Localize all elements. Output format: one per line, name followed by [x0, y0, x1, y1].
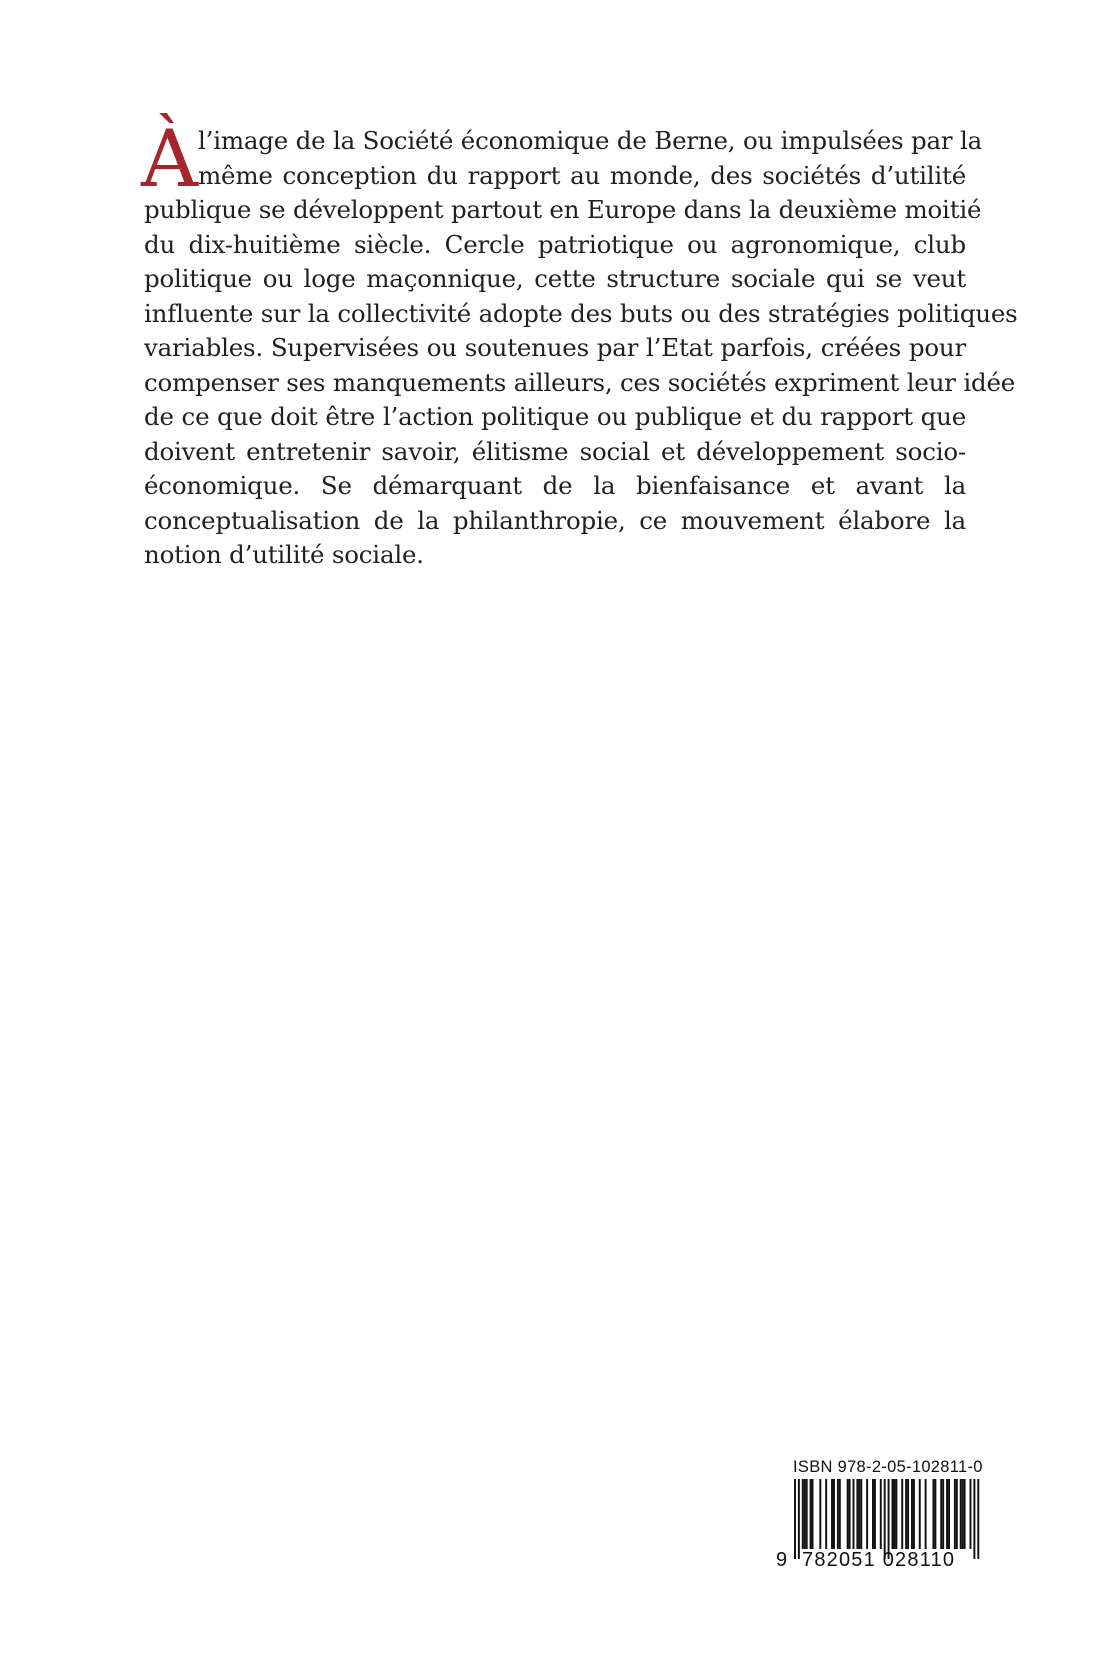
barcode-guard-bar [884, 1479, 886, 1559]
barcode-bar [932, 1479, 934, 1549]
barcode-bar [970, 1479, 972, 1549]
back-cover-blurb [141, 113, 1018, 573]
barcode-bar [919, 1479, 921, 1549]
blurb-line: variables. Supervisées ou soutenues par l’Etat parfois, créées pour [144, 333, 966, 362]
barcode-bar [954, 1479, 956, 1549]
barcode-guard-bar [798, 1479, 800, 1559]
barcode-bar [810, 1479, 812, 1549]
barcode-bar [806, 1479, 808, 1549]
blurb-line: économique. Se démarquant de la bienfaisance et avant la [144, 471, 966, 500]
blurb-line: du dix-huitième siècle. Cercle patriotique ou agronomique, club [144, 229, 966, 259]
barcode-bar [956, 1479, 958, 1549]
barcode-bar [913, 1479, 915, 1549]
barcode-bar [833, 1479, 835, 1549]
barcode-guard-bar [977, 1479, 979, 1559]
barcode-bar [934, 1479, 936, 1549]
barcode-bar [839, 1479, 841, 1549]
blurb-line: même conception du rapport au monde, des sociétés d’utilité [198, 160, 966, 190]
barcode-bar [907, 1479, 909, 1549]
blurb-line: influente sur la collectivité adopte des buts ou des stratégies politiques [144, 298, 1018, 328]
barcode-bar [847, 1479, 849, 1549]
barcode-bar [837, 1479, 839, 1549]
barcode-bar [892, 1479, 894, 1549]
drop-cap: À [141, 113, 198, 205]
barcode-bar [860, 1479, 862, 1549]
barcode-bar [946, 1479, 948, 1549]
barcode-bar [962, 1479, 964, 1549]
barcode-bar [901, 1479, 903, 1549]
barcode-bar [893, 1479, 895, 1549]
barcode-bar [804, 1479, 806, 1549]
barcode-bar [911, 1479, 913, 1549]
ean-first-digit: 9 [776, 1549, 788, 1571]
ean-digits: 782051 028110 [802, 1549, 956, 1571]
barcode-bar [856, 1479, 858, 1549]
blurb-line: de ce que doit être l’action politique ou publique et du rapport que [144, 402, 966, 431]
barcode-bar [948, 1479, 950, 1549]
barcode-bars [788, 1479, 987, 1559]
barcode-bar [942, 1479, 944, 1549]
blurb-line: doivent entretenir savoir, élitisme social et développement socio- [144, 436, 966, 466]
barcode-bar [831, 1479, 833, 1549]
isbn-label: ISBN 978-2-05-102811-0 [793, 1458, 983, 1476]
barcode-guard-bar [973, 1479, 975, 1559]
barcode-bar [853, 1479, 855, 1549]
barcode-bar [925, 1479, 927, 1549]
barcode-bar [905, 1479, 907, 1549]
barcode-bar [802, 1479, 804, 1549]
blurb-line: publique se développent partout en Europe dans la deuxième moitié [144, 195, 982, 224]
blurb-line: notion d’utilité sociale. [144, 540, 424, 569]
barcode-bar [819, 1479, 821, 1549]
barcode-bar [872, 1479, 874, 1549]
barcode-bar [858, 1479, 860, 1549]
barcode-bar [895, 1479, 897, 1549]
barcode-guard-bar [888, 1479, 890, 1559]
blurb-line: compenser ses manquements ailleurs, ces sociétés expriment leur idée [144, 367, 1016, 397]
barcode-bar [940, 1479, 942, 1549]
barcode-bar [960, 1479, 962, 1549]
isbn-barcode [776, 1457, 987, 1582]
barcode-bar [812, 1479, 814, 1549]
barcode-bar [880, 1479, 882, 1549]
blurb-line: conceptualisation de la philanthropie, ce mouvement élabore la [144, 505, 966, 535]
barcode-bar [964, 1479, 966, 1549]
blurb-line: politique ou loge maçonnique, cette structure sociale qui se veut [144, 264, 966, 293]
barcode-bar [874, 1479, 876, 1549]
barcode-guard-bar [794, 1479, 796, 1559]
barcode-bar [849, 1479, 851, 1549]
barcode-bar [866, 1479, 868, 1549]
barcode-bar [825, 1479, 827, 1549]
blurb-line: l’image de la Société économique de Berne, ou impulsées par la [198, 126, 982, 155]
